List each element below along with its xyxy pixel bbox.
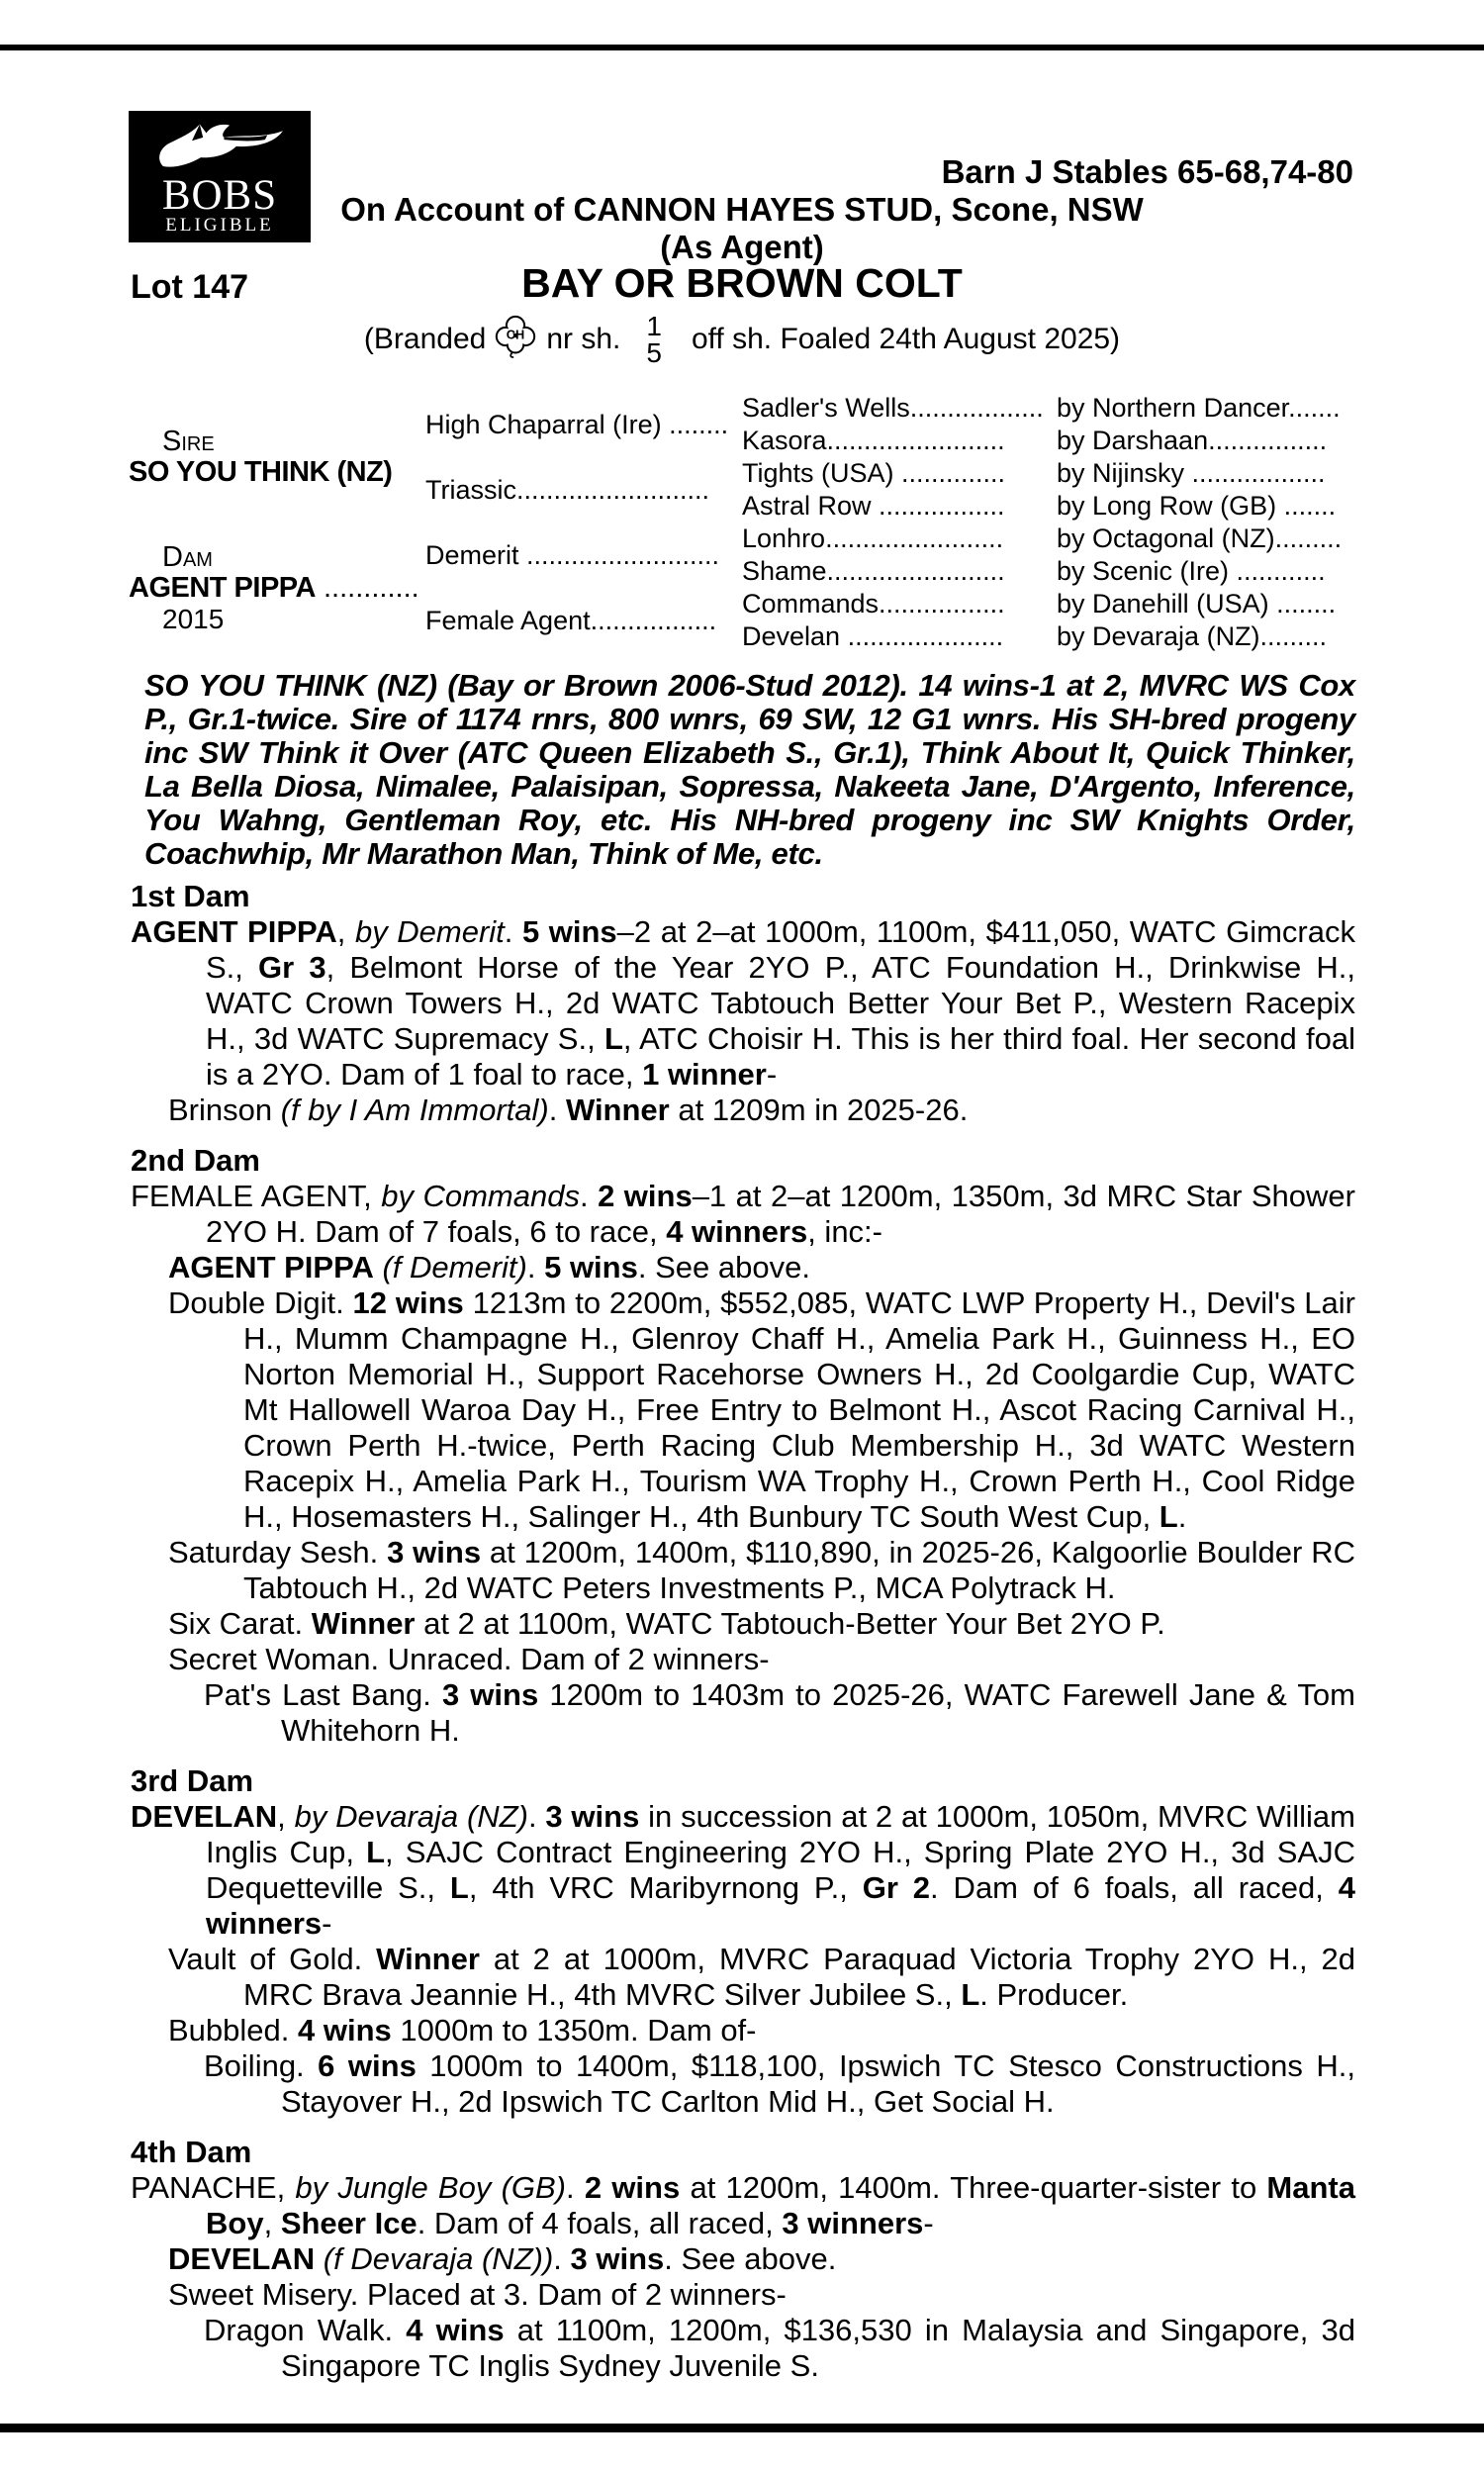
text-segment bbox=[315, 2241, 324, 2276]
text-segment: . bbox=[527, 1799, 546, 1834]
text-segment: 3 wins bbox=[545, 1799, 640, 1834]
text-segment: 12 wins bbox=[352, 1285, 464, 1320]
pedigree-paragraph bbox=[131, 2277, 1355, 2313]
text-segment: at 1209m in 2025-26. bbox=[669, 1093, 969, 1127]
text-segment: FEMALE AGENT, bbox=[131, 1179, 382, 1213]
text-segment: Sweet Misery. Placed at 3. Dam of 2 winners- bbox=[168, 2277, 787, 2312]
text-segment: at 1100m, 1200m, $136,530 in Malaysia and Singapore, 3d Singapore TC Inglis Sydney Juvenile S. bbox=[281, 2313, 1356, 2383]
text-segment: 1200m to 1403m to 2025-26, WATC Farewell Jane & Tom Whitehorn H. bbox=[281, 1677, 1355, 1748]
text-segment: DEVELAN bbox=[168, 2241, 316, 2276]
pedigree-gen4-entry: by Long Row (GB) ....... bbox=[1057, 491, 1337, 521]
brand-fraction bbox=[646, 313, 662, 366]
pedigree-gen3-entry: Kasora........................ bbox=[742, 426, 1005, 455]
text-segment: . bbox=[553, 2241, 571, 2276]
text-segment: 3 winners bbox=[782, 2206, 924, 2240]
text-segment: in succession at 2 at 1000m, 1050m, MVRC William Inglis Cup, bbox=[206, 1799, 1355, 1869]
text-segment: , Belmont Horse of the Year 2YO P., ATC Foundation H., Drinkwise H., WATC Crown Towers H., 2d WATC Tabtouch Better Your Bet P., Western Racepix H., 3d WATC Supremacy S., bbox=[206, 950, 1356, 1056]
text-segment: AGENT PIPPA bbox=[131, 914, 337, 949]
text-segment: at 1200m, 1400m, $110,890, in 2025-26, Kalgoorlie Boulder RC Tabtouch H., 2d WATC Peters Investments P., MCA Polytrack H. bbox=[243, 1535, 1355, 1605]
text-segment: 2 wins bbox=[598, 1179, 693, 1213]
pedigree-gen2-entry: Female Agent................. bbox=[425, 605, 717, 635]
text-segment: . See above. bbox=[637, 1250, 810, 1285]
text-segment: (f by I Am Immortal) bbox=[280, 1093, 549, 1127]
dam-year: 2015 bbox=[162, 603, 225, 634]
pedigree-gen3-entry: Shame........................ bbox=[742, 556, 1005, 586]
text-segment: 4 winners bbox=[206, 1870, 1356, 1941]
branded-line bbox=[129, 309, 1355, 370]
text-segment: PANACHE, bbox=[131, 2170, 296, 2205]
text-segment: . bbox=[504, 914, 522, 949]
text-segment: Saturday Sesh. bbox=[168, 1535, 388, 1570]
text-segment: Bubbled. bbox=[168, 2013, 298, 2047]
text-segment: 3 wins bbox=[387, 1535, 482, 1570]
text-segment: 4 wins bbox=[406, 2313, 505, 2347]
sire-summary-paragraph: SO YOU THINK (NZ) (Bay or Brown 2006-Stud 2012). 14 wins-1 at 2, MVRC WS Cox P., Gr.1-twice. Sire of 1174 rnrs, 800 wnrs, 69 SW, 12 G1 wnrs. His SH-bred progeny inc SW Think it Over (ATC Queen Elizabeth S., Gr.1), Think About It, Quick Thinker, La Bella Diosa, Nimalee, Palaisipan, Sopressa, Nakeeta Jane, D'Argento, Inference, You Wahng, Gentleman Roy, etc. His NH-bred progeny inc SW Knights Order, Coachwhip, Mr Marathon Man, Think of Me, etc. bbox=[144, 668, 1355, 871]
text-segment: (f Demerit) bbox=[382, 1250, 527, 1285]
sire-name: SO YOU THINK (NZ) bbox=[129, 456, 393, 488]
sire-block bbox=[129, 392, 425, 523]
text-segment: 2 wins bbox=[584, 2170, 681, 2205]
text-segment: 1000m to 1350m. Dam of- bbox=[391, 2013, 757, 2047]
text-segment: . Dam of 4 foals, all raced, bbox=[417, 2206, 783, 2240]
pedigree-gen3-entry: Astral Row ................. bbox=[742, 491, 1005, 521]
text-segment: . bbox=[579, 1179, 599, 1213]
pedigree-paragraph bbox=[131, 1093, 1355, 1128]
pedigree-gen2-entry: Demerit .......................... bbox=[425, 539, 720, 570]
brand-fraction-top: 1 bbox=[646, 311, 662, 341]
dam-name-dots: ............ bbox=[315, 571, 419, 604]
text-segment: . Dam of 6 foals, all raced, bbox=[930, 1870, 1339, 1905]
pedigree-paragraph bbox=[131, 1799, 1355, 1942]
text-segment: –1 at 2–at 1200m, 1350m, 3d MRC Star Shower 2YO H. Dam of 7 foals, 6 to race, bbox=[206, 1179, 1355, 1249]
pedigree-gen3-entry: Tights (USA) .............. bbox=[742, 458, 1006, 488]
pedigree-paragraph bbox=[131, 1285, 1355, 1535]
pedigree-gen1-column bbox=[129, 392, 425, 653]
brand-fraction-bottom: 5 bbox=[646, 337, 662, 368]
pedigree-paragraph bbox=[131, 1606, 1355, 1642]
barn-stables-line: Barn J Stables 65-68,74-80 bbox=[941, 153, 1353, 190]
pedigree-paragraph bbox=[131, 1179, 1355, 1250]
text-segment: Gr 2 bbox=[862, 1870, 931, 1905]
pedigree-gen2-entry: High Chaparral (Ire) ........ bbox=[425, 409, 729, 439]
lot-number: Lot 147 bbox=[131, 268, 249, 306]
text-segment: Sheer Ice bbox=[280, 2206, 417, 2240]
pedigree-gen3-entry: Commands................. bbox=[742, 589, 1005, 618]
logo-text-eligible: ELIGIBLE bbox=[165, 215, 274, 236]
pedigree-gen4-entry: by Northern Dancer....... bbox=[1057, 393, 1341, 423]
text-segment: . bbox=[526, 1250, 545, 1285]
text-segment: L bbox=[366, 1835, 386, 1869]
text-segment: L bbox=[1159, 1499, 1178, 1534]
pedigree-paragraph bbox=[131, 1535, 1355, 1606]
text-segment: by Devaraja (NZ) bbox=[294, 1799, 528, 1834]
text-segment: Six Carat. bbox=[168, 1606, 312, 1641]
pedigree-gen4-entry: by Octagonal (NZ)......... bbox=[1057, 523, 1343, 553]
pedigree-gen3-entry: Develan ..................... bbox=[742, 621, 1004, 651]
text-segment: DEVELAN bbox=[131, 1799, 278, 1834]
text-segment: - bbox=[923, 2206, 934, 2240]
pedigree-paragraph bbox=[131, 2313, 1355, 2384]
text-segment: , bbox=[336, 914, 355, 949]
text-segment: at 1200m, 1400m. Three-quarter-sister to bbox=[680, 2170, 1267, 2205]
text-segment: - bbox=[766, 1057, 778, 1092]
pedigree-gen4-entry: by Devaraja (NZ)......... bbox=[1057, 621, 1328, 651]
text-segment: (f Devaraja (NZ)) bbox=[323, 2241, 554, 2276]
text-segment: 5 wins bbox=[544, 1250, 638, 1285]
pedigree-paragraph bbox=[131, 1642, 1355, 1677]
brand-mark-text: CH bbox=[507, 327, 525, 342]
text-segment: L bbox=[961, 1977, 980, 2012]
pedigree-gen3-entry: Lonhro........................ bbox=[742, 523, 1004, 553]
pedigree-gen2-entry: Triassic.......................... bbox=[425, 474, 710, 505]
dam-name: AGENT PIPPA ............ bbox=[129, 571, 419, 604]
text-segment: by Commands bbox=[381, 1179, 580, 1213]
pedigree-table bbox=[129, 392, 1355, 653]
pedigree-paragraph bbox=[131, 2048, 1355, 2120]
dam-label: Dam bbox=[162, 540, 213, 573]
text-segment: Brinson bbox=[168, 1093, 281, 1127]
logo-text-bobs: BOBS bbox=[161, 172, 278, 219]
text-segment: Double Digit. bbox=[168, 1285, 353, 1320]
text-segment: , ATC Choisir H. This is her third foal. Her second foal is a 2YO. Dam of 1 foal to race, bbox=[206, 1021, 1355, 1092]
text-segment: Winner bbox=[376, 1942, 480, 1976]
pedigree-gen4-entry: by Darshaan................ bbox=[1057, 426, 1328, 455]
text-segment: Dragon Walk. bbox=[204, 2313, 407, 2347]
text-segment: –2 at 2–at 1000m, 1100m, $411,050, WATC Gimcrack S., bbox=[206, 914, 1355, 985]
text-segment: Winner bbox=[565, 1093, 670, 1127]
pedigree-paragraph bbox=[131, 1942, 1355, 2013]
text-segment: 4 winners bbox=[666, 1214, 808, 1249]
branded-mid: nr sh. bbox=[546, 323, 621, 355]
text-segment: 6 wins bbox=[318, 2048, 417, 2083]
text-segment: Gr 3 bbox=[258, 950, 326, 985]
text-segment: Secret Woman. Unraced. Dam of 2 winners- bbox=[168, 1642, 770, 1676]
text-segment: at 2 at 1100m, WATC Tabtouch-Better Your Bet 2YO P. bbox=[415, 1606, 1165, 1641]
as-agent-line: (As Agent) bbox=[660, 229, 824, 265]
text-segment: . See above. bbox=[664, 2241, 837, 2276]
clover-brand-icon bbox=[495, 314, 536, 359]
pedigree-gen2-column bbox=[425, 392, 742, 653]
sire-label: Sire bbox=[162, 426, 215, 457]
text-segment: L bbox=[603, 1021, 623, 1056]
pedigree-paragraph bbox=[131, 1250, 1355, 1285]
dam-section-heading: 2nd Dam bbox=[131, 1143, 260, 1178]
text-segment: , bbox=[263, 2206, 281, 2240]
pedigree-paragraph bbox=[131, 914, 1355, 1093]
text-segment: 1 winner bbox=[642, 1057, 767, 1092]
text-segment: , bbox=[277, 1799, 295, 1834]
top-rule bbox=[0, 45, 1484, 50]
pedigree-gen4-entry: by Danehill (USA) ........ bbox=[1057, 589, 1337, 618]
pedigree-paragraph bbox=[131, 1677, 1355, 1749]
pedigree-paragraph bbox=[131, 2170, 1355, 2241]
vendor-line: On Account of CANNON HAYES STUD, Scone, NSW bbox=[340, 191, 1144, 228]
pedigree-gen4-entry: by Nijinsky .................. bbox=[1057, 458, 1326, 488]
pedigree-paragraph bbox=[131, 2241, 1355, 2277]
text-segment: . Producer. bbox=[979, 1977, 1129, 2012]
text-segment: Vault of Gold. bbox=[168, 1942, 377, 1976]
pedigree-gen4-column bbox=[1057, 392, 1355, 653]
text-segment: . bbox=[1177, 1499, 1187, 1534]
text-segment: . bbox=[566, 2170, 585, 2205]
dam-section-heading: 3rd Dam bbox=[131, 1763, 254, 1798]
text-segment: 3 wins bbox=[441, 1677, 539, 1712]
text-segment: Boiling. bbox=[204, 2048, 319, 2083]
text-segment: 1000m to 1400m, $118,100, Ipswich TC Stesco Constructions H., Stayover H., 2d Ipswich TC Carlton Mid H., Get Social H. bbox=[281, 2048, 1355, 2119]
pedigree-gen3-entry: Sadler's Wells.................. bbox=[742, 393, 1044, 423]
pedigree-paragraph bbox=[131, 2013, 1355, 2048]
text-segment: Winner bbox=[311, 1606, 416, 1641]
text-segment: 5 wins bbox=[521, 914, 617, 949]
text-segment: Pat's Last Bang. bbox=[204, 1677, 442, 1712]
branded-prefix: (Branded bbox=[363, 323, 487, 355]
text-segment: Manta Boy bbox=[206, 2170, 1355, 2240]
branded-suffix: off sh. Foaled 24th August 2025) bbox=[691, 323, 1121, 355]
dam-sections bbox=[131, 879, 1355, 2384]
bottom-rule bbox=[0, 2424, 1484, 2432]
text-segment: L bbox=[449, 1870, 469, 1905]
text-segment: by Demerit bbox=[354, 914, 505, 949]
page-title: BAY OR BROWN COLT bbox=[521, 260, 963, 306]
text-segment: 1213m to 2200m, $552,085, WATC LWP Property H., Devil's Lair H., Mumm Champagne H., Glenroy Chaff H., Amelia Park H., Guinness H., EO Norton Memorial H., Support Racehorse Owners H., 2d Coolgardie Cup, WATC Mt Hallowell Waroa Day H., Free Entry to Belmont H., Ascot Racing Carnival H., Crown Perth H.-twice, Perth Racing Club Membership H., 3d WATC Western Racepix H., Amelia Park H., Tourism WA Trophy H., Crown Perth H., Cool Ridge H., Hosemasters H., Salinger H., 4th Bunbury TC South West Cup, bbox=[243, 1285, 1356, 1534]
text-segment: 4 wins bbox=[298, 2013, 392, 2047]
text-segment: 3 wins bbox=[570, 2241, 665, 2276]
text-segment: . bbox=[548, 1093, 566, 1127]
pedigree-gen4-entry: by Scenic (Ire) ............ bbox=[1057, 556, 1326, 586]
pedigree-gen3-column bbox=[742, 392, 1057, 653]
dam-block bbox=[129, 523, 425, 653]
text-segment: , SAJC Contract Engineering 2YO H., Spring Plate 2YO H., 3d SAJC Dequetteville S., bbox=[206, 1835, 1355, 1905]
text-segment: AGENT PIPPA bbox=[168, 1250, 374, 1285]
text-segment: at 2 at 1000m, MVRC Paraquad Victoria Trophy 2YO H., 2d MRC Brava Jeannie H., 4th MVRC Silver Jubilee S., bbox=[243, 1942, 1355, 2012]
dam-section-heading: 1st Dam bbox=[131, 879, 250, 913]
text-segment: , 4th VRC Maribyrnong P., bbox=[468, 1870, 863, 1905]
text-segment: , inc:- bbox=[807, 1214, 882, 1249]
text-segment: - bbox=[322, 1906, 332, 1941]
dam-section-heading: 4th Dam bbox=[131, 2135, 252, 2169]
text-segment: by Jungle Boy (GB) bbox=[295, 2170, 567, 2205]
